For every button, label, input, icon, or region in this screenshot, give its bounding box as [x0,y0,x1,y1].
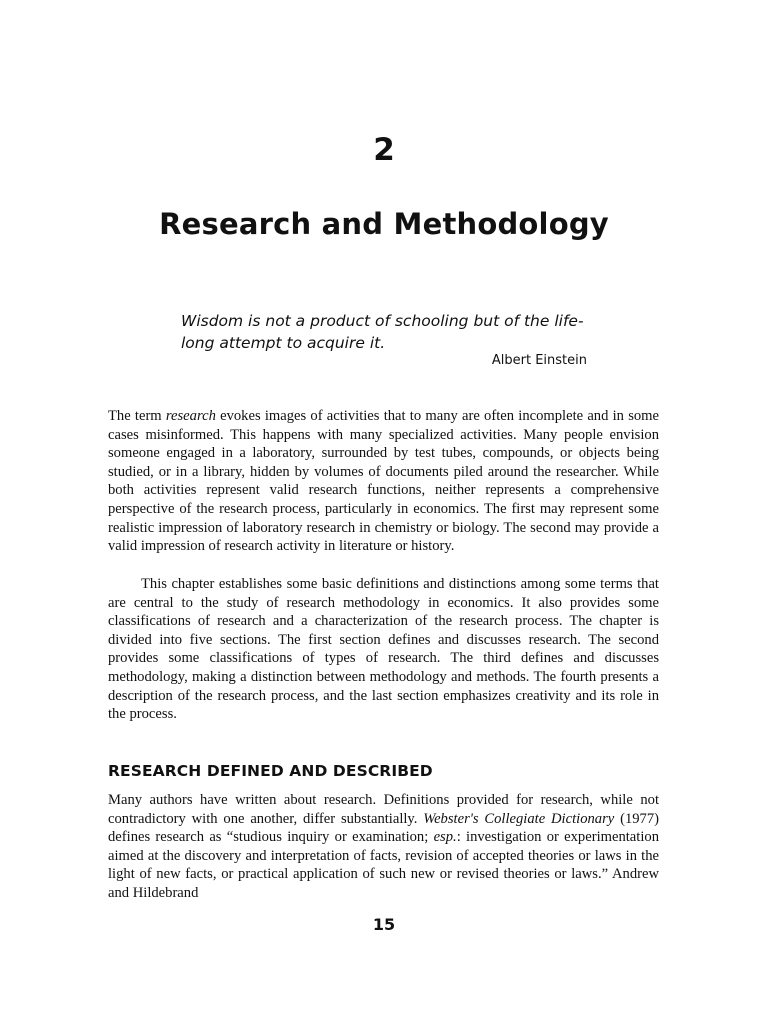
paragraph-intro-post: evokes images of activities that to many are often incomplete and in some cases misinformed. This happens with many specialized activities. Many people envision someone engaged in a laboratory, surrounded by test tubes, compounds, or objects being studied, or in a library, hidden by volumes of documents piled around the researcher. While both activities represent valid research functions, neither represents a comprehensive perspective of the research process, particularly in economics. The first may represent some realistic impression of laboratory research in chemistry or biology. The second may provide a valid impression of research activity in literature or history. [108,408,660,555]
abbreviation-esp: esp. [433,829,457,846]
section-heading: RESEARCH DEFINED AND DESCRIBED [108,762,433,780]
paragraph-chapter-overview: This chapter establishes some basic definitions and distinctions among some terms that are central to the study of research methodology in economics. It also provides some classifications of research and a characterization of the research process. The chapter is divided into five sections. The first section defines and discusses research. The second provides some classifications of types of research. The third defines and discusses methodology, making a distinction between methodology and methods. The fourth presents a description of the research process, and the last section emphasizes creativity and its role in the process. [108,576,659,723]
chapter-title: Research and Methodology [159,207,609,241]
page-number: 15 [372,915,396,934]
paragraph-definitions [108,791,659,903]
epigraph-quote: Wisdom is not a product of schooling but of the life-long attempt to acquire it. [181,312,584,352]
paragraph-intro-pre: The term [108,408,166,424]
paragraph-definitions-c: : investigation or experimentation aimed at the discovery and interpretation of facts, revision of accepted theories or laws in the light of new facts, or practical application of such new or revised theories or laws.” Andrew and Hildebrand [108,829,659,901]
chapter-number: 2 [373,132,395,168]
dictionary-title: Webster's Collegiate Dictionary [423,810,615,827]
paragraph-intro-emphasis: research [165,408,216,424]
paragraph-definitions-a: Many authors have written about research. Definitions provided for research, while not contradictory with one another, differ substantially. [108,792,659,827]
paragraph-definitions-b: (1977) defines research as “studious inquiry or examination; [108,810,659,846]
paragraph-intro [108,407,659,556]
epigraph-author: Albert Einstein [491,353,587,368]
